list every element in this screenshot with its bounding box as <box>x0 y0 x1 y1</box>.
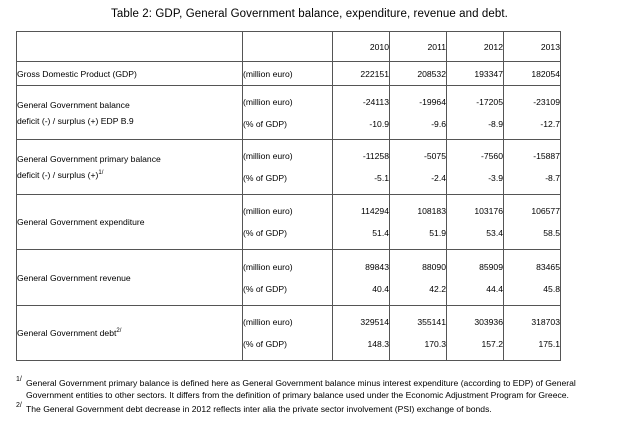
value-cell: -23109 <box>533 96 560 107</box>
value-cell: -19964 <box>419 96 446 107</box>
value-cell: 89843 <box>365 261 389 272</box>
row-label: General Government debt$^{2/}$ <box>17 306 243 361</box>
value-cell: -12.7 <box>540 118 560 129</box>
row-label: Gross Domestic Product (GDP) <box>17 62 243 86</box>
value-cell: -5.1 <box>374 173 389 183</box>
unit-cell: (% of GDP) <box>243 283 287 294</box>
row-label: General Government revenue <box>17 250 243 306</box>
row-label-line: General Government balance <box>17 99 130 110</box>
year-header: 2010 <box>333 32 390 62</box>
row-label: General Government expenditure <box>17 195 243 250</box>
header-blank-cell <box>243 32 333 62</box>
table-header-row <box>17 32 561 62</box>
value-cell: 85909 <box>479 261 503 272</box>
table-row <box>17 250 561 306</box>
table-row <box>17 195 561 250</box>
footnote-ref: 1/ <box>98 170 104 177</box>
value-cell: 157.2 <box>481 339 503 349</box>
table-row <box>17 140 561 195</box>
value-cell: 58.5 <box>543 228 560 238</box>
value-cell: 108183 <box>417 206 446 216</box>
value-cell: 148.3 <box>367 339 389 349</box>
unit-cell: (million euro) <box>243 317 293 327</box>
unit-cell: (million euro) <box>243 96 293 107</box>
footnote-mark: 1/ <box>16 376 22 383</box>
value-cell: 83465 <box>536 261 560 272</box>
unit-cell: (% of GDP) <box>243 118 287 129</box>
value-cell: 45.8 <box>543 283 560 294</box>
footnote-text: The General Government debt decrease in 2012 reflects inter alia the private sector involvement (PSI) exchange of bonds. <box>26 404 492 414</box>
table-row <box>17 86 561 140</box>
value-cell: -7560 <box>481 151 503 161</box>
value-cell: -11258 <box>362 151 389 161</box>
header-blank-cell <box>17 32 243 62</box>
value-cell: 318703 <box>531 317 560 327</box>
table-row <box>17 62 561 86</box>
value-cell: 193347 <box>447 62 504 86</box>
value-cell: -5075 <box>424 151 446 161</box>
year-header: 2011 <box>390 32 447 62</box>
value-cell: -2.4 <box>431 173 446 183</box>
value-cell: 114294 <box>360 206 389 216</box>
row-label <box>17 140 243 195</box>
value-cell: 88090 <box>422 261 446 272</box>
value-cell: -24113 <box>362 96 389 107</box>
value-cell: -15887 <box>533 151 560 161</box>
row-label-line: General Government primary balance <box>17 154 161 164</box>
footnote <box>16 378 616 401</box>
value-cell: 329514 <box>360 317 389 327</box>
value-cell: 51.9 <box>429 228 446 238</box>
unit-cell: (million euro) <box>243 62 333 86</box>
value-cell: -8.9 <box>488 118 503 129</box>
value-cell: 40.4 <box>372 283 389 294</box>
value-cell: 208532 <box>390 62 447 86</box>
value-cell: 103176 <box>474 206 503 216</box>
value-cell: 42.2 <box>429 283 446 294</box>
unit-cell: (% of GDP) <box>243 173 287 183</box>
table-title: Table 2: GDP, General Government balance, expenditure, revenue and debt. <box>111 8 508 20</box>
footnote-text: General Government primary balance is defined here as General Government balance minus interest expenditure (according to EDP) of General Government entities to other sectors. It differs from the definition of primary balance used under the Economic Adjustment Program for Greece. <box>26 378 576 400</box>
unit-cell: (% of GDP) <box>243 339 287 349</box>
value-cell: -10.9 <box>369 118 389 129</box>
footnote-ref: 2/ <box>116 328 122 335</box>
table-row <box>17 306 561 361</box>
value-cell: -8.7 <box>545 173 560 183</box>
value-cell: 106577 <box>531 206 560 216</box>
value-cell: 51.4 <box>372 228 389 238</box>
unit-cell: (million euro) <box>243 261 293 272</box>
row-label-line: deficit (-) / surplus $(+)^{1/}$ <box>17 170 104 180</box>
value-cell: 170.3 <box>424 339 446 349</box>
footnote <box>16 404 616 416</box>
value-cell: 182054 <box>504 62 561 86</box>
unit-cell: (million euro) <box>243 206 293 216</box>
value-cell: 53.4 <box>486 228 503 238</box>
year-header: 2012 <box>447 32 504 62</box>
row-label <box>17 86 243 140</box>
footnote-mark: 2/ <box>16 402 22 409</box>
value-cell: 175.1 <box>538 339 560 349</box>
unit-cell: (% of GDP) <box>243 228 287 238</box>
value-cell: -9.6 <box>431 118 446 129</box>
value-cell: 44.4 <box>486 283 503 294</box>
value-cell: 303936 <box>474 317 503 327</box>
row-label-line: deficit (-) / surplus (+) EDP B.9 <box>17 115 134 126</box>
value-cell: 355141 <box>417 317 446 327</box>
unit-cell: (million euro) <box>243 151 293 161</box>
year-header: 2013 <box>504 32 561 62</box>
value-cell: -17205 <box>476 96 503 107</box>
footnotes <box>16 378 616 416</box>
value-cell: 222151 <box>333 62 390 86</box>
data-table <box>16 31 561 361</box>
value-cell: -3.9 <box>488 173 503 183</box>
